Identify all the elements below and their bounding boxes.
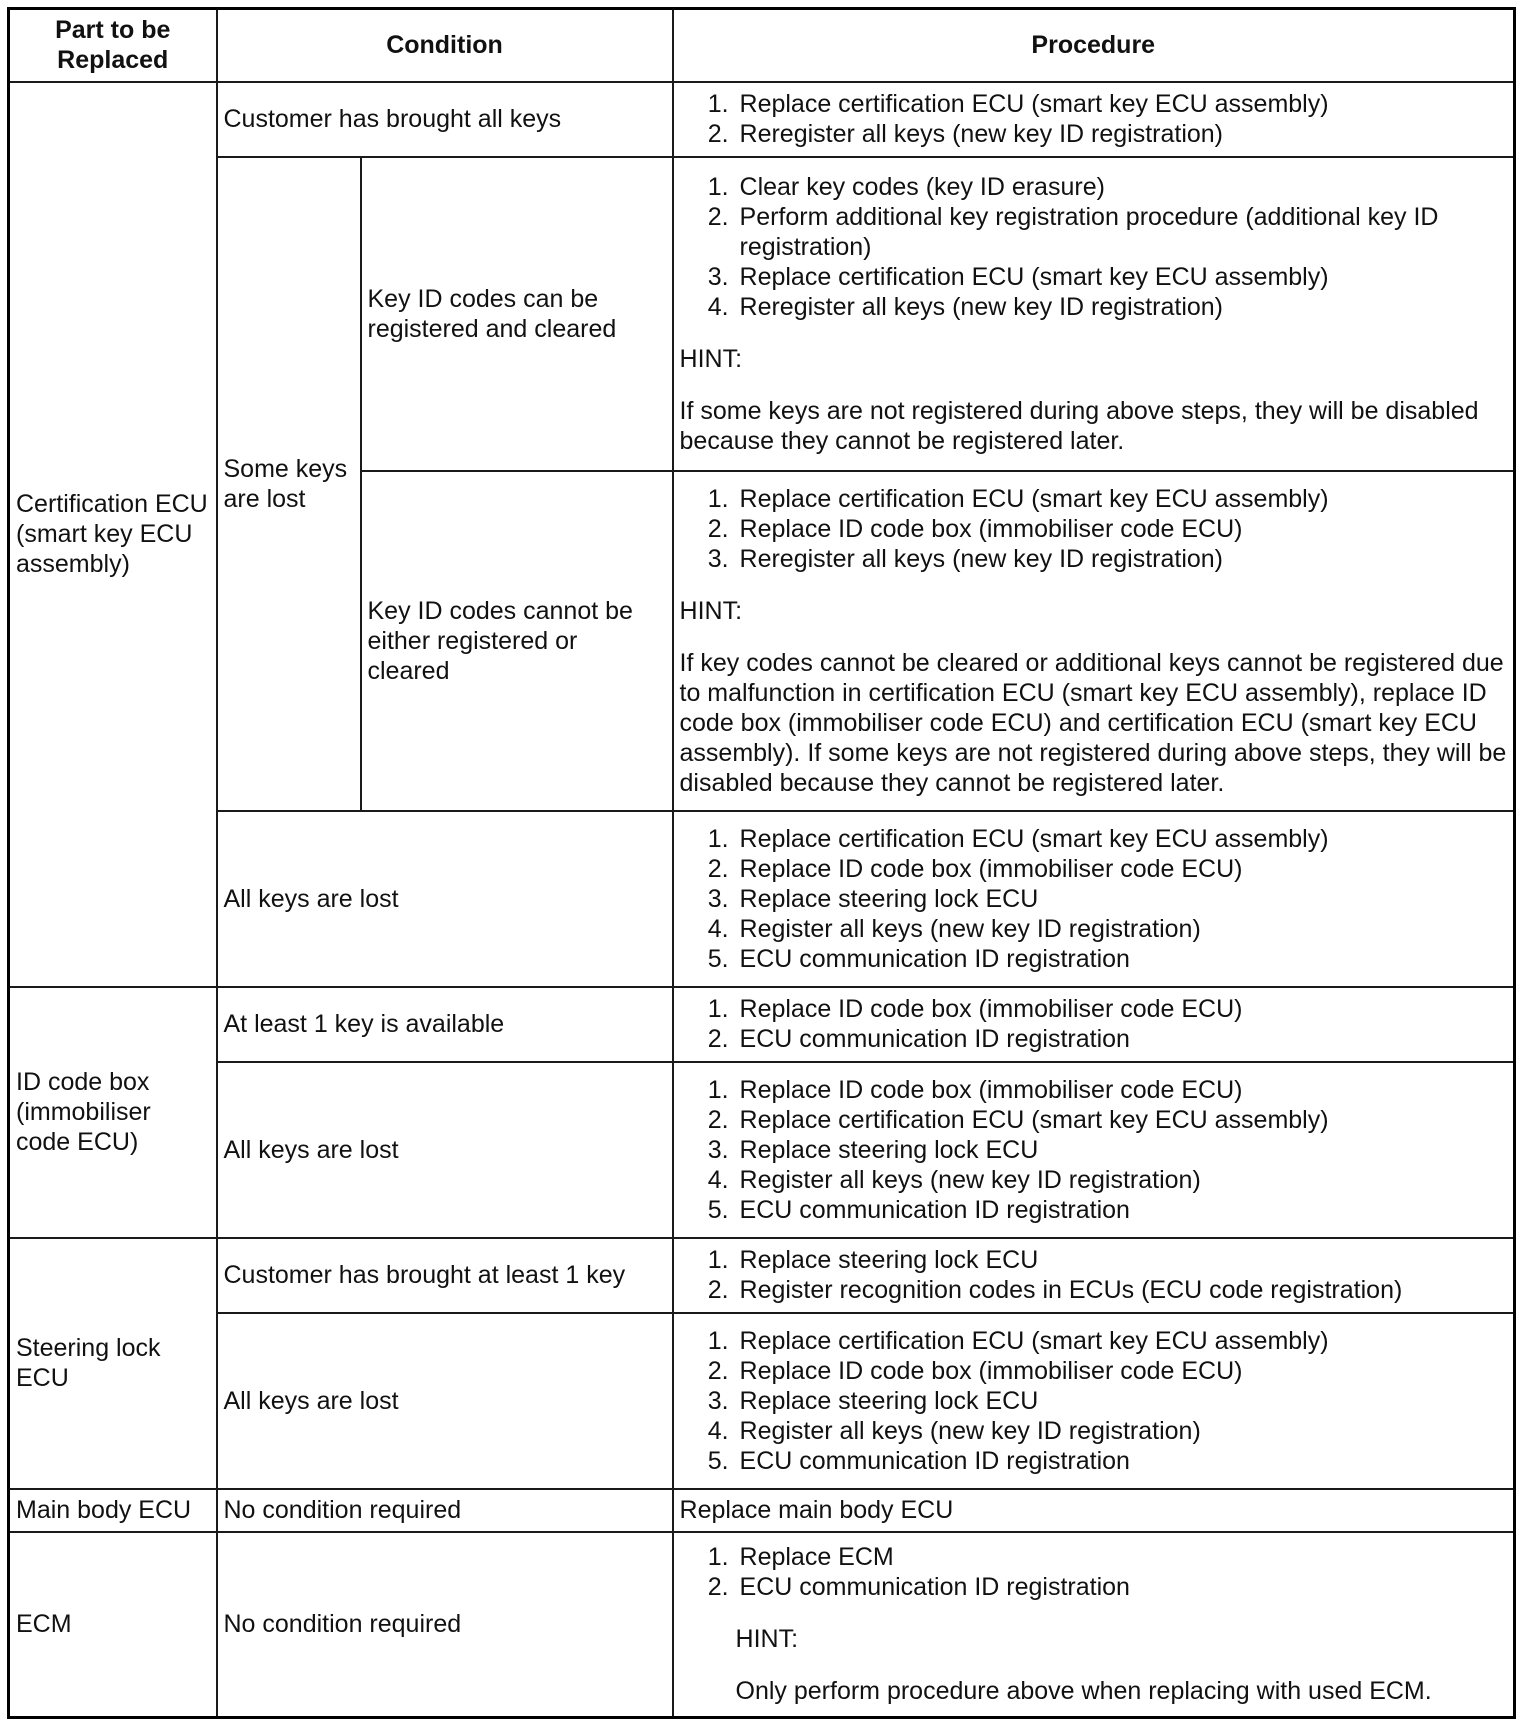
procedure-step: 4. Reregister all keys (new key ID registration)	[736, 292, 1508, 322]
procedure-step: 2. Replace certification ECU (smart key ECU assembly)	[736, 1105, 1508, 1135]
procedure-step: 1. Replace ECM	[736, 1542, 1508, 1572]
procedure-cell	[673, 157, 1515, 471]
procedure-step: 2. ECU communication ID registration	[736, 1572, 1508, 1602]
part-cell-certification-ecu: Certification ECU (smart key ECU assembly)	[9, 82, 217, 987]
procedure-steps	[680, 1326, 1508, 1476]
sub-condition-cell: Key ID codes can be registered and cleared	[361, 157, 673, 471]
procedure-cell	[673, 811, 1515, 987]
procedure-step: 2. Replace ID code box (immobiliser code ECU)	[736, 1356, 1508, 1386]
part-cell-main-body-ecu: Main body ECU	[9, 1489, 217, 1532]
table-row	[9, 1313, 1515, 1489]
procedure-step: 3. Replace certification ECU (smart key ECU assembly)	[736, 262, 1508, 292]
procedure-step: 5. ECU communication ID registration	[736, 944, 1508, 974]
procedure-cell	[673, 1313, 1515, 1489]
procedure-step: 1. Replace ID code box (immobiliser code ECU)	[736, 1075, 1508, 1105]
procedure-steps	[680, 1542, 1508, 1602]
condition-cell: Customer has brought all keys	[217, 82, 673, 157]
condition-cell: All keys are lost	[217, 1062, 673, 1238]
table-row	[9, 1062, 1515, 1238]
header-condition: Condition	[217, 9, 673, 82]
procedure-cell: Replace main body ECU	[673, 1489, 1515, 1532]
procedure-steps	[680, 824, 1508, 974]
procedure-step: 1. Replace ID code box (immobiliser code ECU)	[736, 994, 1508, 1024]
hint-label: HINT:	[735, 1625, 799, 1654]
condition-cell: No condition required	[217, 1489, 673, 1532]
procedure-step: 3. Replace steering lock ECU	[736, 1135, 1508, 1165]
procedure-cell	[673, 1238, 1515, 1313]
hint-text: Only perform procedure above when replacing with used ECM.	[735, 1677, 1432, 1706]
table-row	[9, 811, 1515, 987]
condition-cell: At least 1 key is available	[217, 987, 673, 1062]
procedure-step: 3. Replace steering lock ECU	[736, 1386, 1508, 1416]
part-cell-id-code-box: ID code box (immobiliser code ECU)	[9, 987, 217, 1238]
procedure-cell	[673, 1532, 1515, 1718]
procedure-steps	[680, 484, 1508, 574]
procedure-steps	[680, 1245, 1508, 1305]
procedure-step: 1. Replace certification ECU (smart key ECU assembly)	[736, 89, 1508, 119]
condition-cell: All keys are lost	[217, 1313, 673, 1489]
procedure-cell	[673, 82, 1515, 157]
header-procedure: Procedure	[673, 9, 1515, 82]
procedure-step: 3. Reregister all keys (new key ID registration)	[736, 544, 1508, 574]
procedure-step: 2. Reregister all keys (new key ID registration)	[736, 119, 1508, 149]
procedure-step: 5. ECU communication ID registration	[736, 1446, 1508, 1476]
procedure-step: 2. ECU communication ID registration	[736, 1024, 1508, 1054]
procedure-step: 4. Register all keys (new key ID registration)	[736, 914, 1508, 944]
procedure-step: 1. Clear key codes (key ID erasure)	[736, 172, 1508, 202]
procedure-step: 2. Perform additional key registration procedure (additional key ID registration)	[736, 202, 1508, 262]
table-row	[9, 82, 1515, 157]
header-row	[9, 9, 1515, 82]
procedure-cell	[673, 471, 1515, 811]
condition-cell: All keys are lost	[217, 811, 673, 987]
condition-cell: No condition required	[217, 1532, 673, 1718]
procedure-step: 2. Register recognition codes in ECUs (ECU code registration)	[736, 1275, 1508, 1305]
table-row	[9, 1238, 1515, 1313]
procedure-step: 1. Replace certification ECU (smart key ECU assembly)	[736, 1326, 1508, 1356]
procedure-step: 1. Replace certification ECU (smart key ECU assembly)	[736, 824, 1508, 854]
header-part: Part to be Replaced	[9, 9, 217, 82]
procedure-step: 5. ECU communication ID registration	[736, 1195, 1508, 1225]
procedure-steps	[680, 172, 1508, 322]
table-row	[9, 1532, 1515, 1718]
hint-text: If key codes cannot be cleared or additional keys cannot be registered due to malfunction in certification ECU (smart key ECU assembly), replace ID code box (immobiliser code ECU) and certification ECU (smart key ECU assembly). If some keys are not registered during above steps, they will be disabled because they cannot be registered later.	[679, 648, 1507, 797]
procedure-step: 2. Replace ID code box (immobiliser code ECU)	[736, 514, 1508, 544]
procedure-step: 1. Replace steering lock ECU	[736, 1245, 1508, 1275]
procedure-cell	[673, 987, 1515, 1062]
replacement-procedure-table	[7, 7, 1516, 1719]
table-row	[9, 987, 1515, 1062]
part-cell-steering-lock-ecu: Steering lock ECU	[9, 1238, 217, 1489]
procedure-step: 4. Register all keys (new key ID registration)	[736, 1165, 1508, 1195]
table-row	[9, 1489, 1515, 1532]
procedure-cell	[673, 1062, 1515, 1238]
hint-label: HINT:	[679, 344, 743, 373]
table-row	[9, 157, 1515, 471]
procedure-step: 3. Replace steering lock ECU	[736, 884, 1508, 914]
procedure-step: 4. Register all keys (new key ID registration)	[736, 1416, 1508, 1446]
procedure-steps	[680, 994, 1508, 1054]
part-cell-ecm: ECM	[9, 1532, 217, 1718]
hint-label: HINT:	[679, 596, 743, 625]
procedure-steps	[680, 89, 1508, 149]
procedure-step: 1. Replace certification ECU (smart key ECU assembly)	[736, 484, 1508, 514]
hint-text: If some keys are not registered during above steps, they will be disabled because they cannot be registered later.	[679, 396, 1479, 455]
procedure-step: 2. Replace ID code box (immobiliser code ECU)	[736, 854, 1508, 884]
procedure-steps	[680, 1075, 1508, 1225]
condition-cell: Customer has brought at least 1 key	[217, 1238, 673, 1313]
condition-cell: Some keys are lost	[217, 157, 361, 811]
sub-condition-cell: Key ID codes cannot be either registered or cleared	[361, 471, 673, 811]
